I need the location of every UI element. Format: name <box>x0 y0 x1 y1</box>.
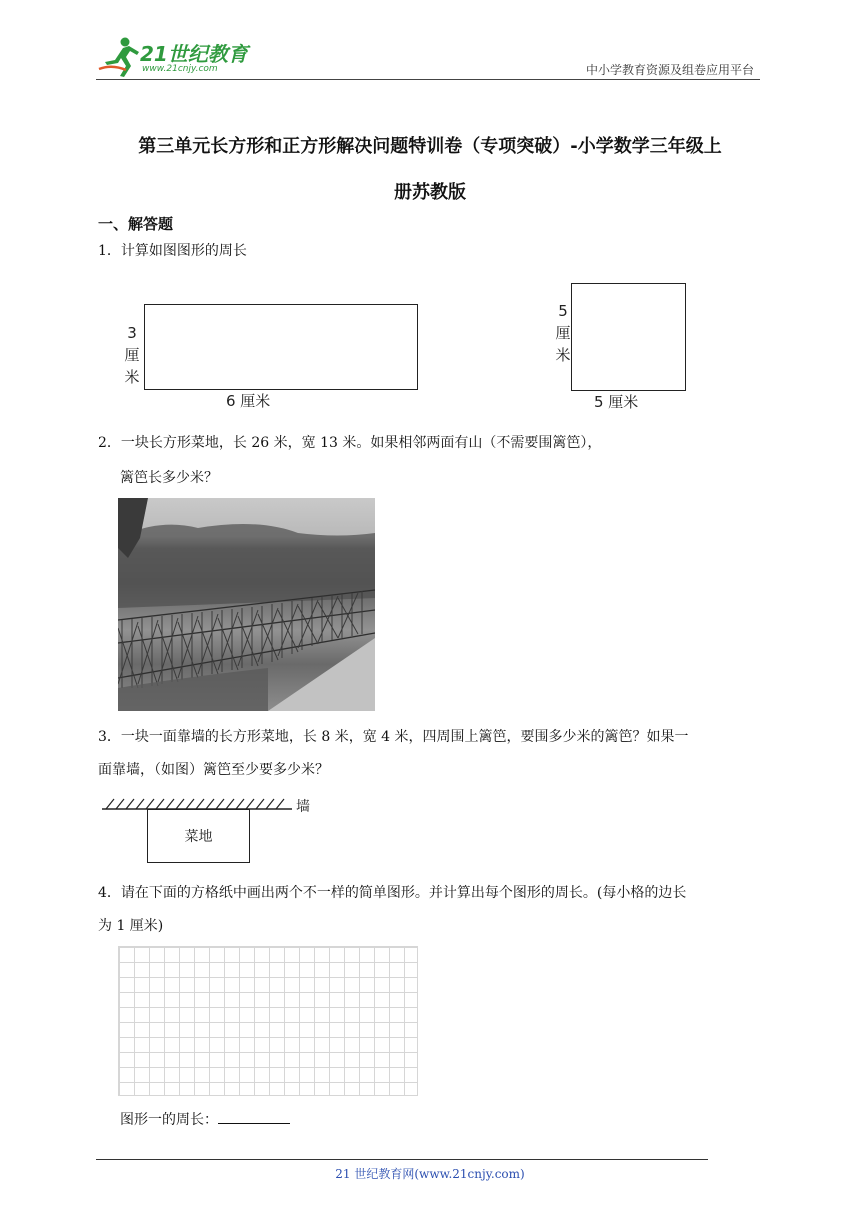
section-heading: 一、解答题 <box>98 215 174 233</box>
header-divider <box>96 79 760 80</box>
running-man-icon <box>96 36 140 78</box>
site-logo <box>96 36 266 80</box>
question-4-line2: 为 1 厘米) <box>98 918 164 934</box>
grid-paper[interactable] <box>118 946 418 1096</box>
square-side-label: 5 厘 米 <box>555 302 571 364</box>
question-3-line2: 面靠墙，（如图）篱笆至少要多少米？ <box>98 762 329 778</box>
footer-divider <box>96 1159 708 1160</box>
rectangle-figure <box>144 304 418 390</box>
shape-one-perimeter-label: 图形一的周长： <box>120 1112 218 1128</box>
footer-text: 21 世纪教育网(www.21cnjy.com) <box>335 1167 525 1181</box>
platform-name: 中小学教育资源及组卷应用平台 <box>585 63 754 77</box>
logo-brand-text: 21世纪教育 <box>140 42 248 66</box>
question-2-line1: 2．一块长方形菜地，长 26 米，宽 13 米。如果相邻两面有山（不需要围篱笆）， <box>98 435 602 451</box>
question-3-line1: 3．一块一面靠墙的长方形菜地，长 8 米，宽 4 米，四周围上篱笆，要围多少米的篱笆？如果一 <box>98 729 689 745</box>
answer-blank[interactable] <box>218 1109 290 1124</box>
square-bottom-label: 5 厘米 <box>594 393 639 411</box>
doc-title-line2: 册苏教版 <box>394 182 466 203</box>
rectangle-width-label: 3 厘 米 <box>124 324 140 386</box>
shape-one-perimeter <box>120 1109 290 1130</box>
wall-label: 墙 <box>296 799 310 815</box>
question-4-line1: 4．请在下面的方格纸中画出两个不一样的简单图形。并计算出每个图形的周长。(每小格的边长 <box>98 885 687 901</box>
fence-photo <box>118 498 375 711</box>
doc-title-line1: 第三单元长方形和正方形解决问题特训卷（专项突破）-小学数学三年级上 <box>138 136 722 157</box>
question-2-line2: 篱笆长多少米？ <box>120 470 218 486</box>
field-label: 菜地 <box>184 829 213 845</box>
vegetable-field-figure <box>147 809 250 863</box>
logo-url-text: www.21cnjy.com <box>142 64 218 74</box>
question-1-text: 1．计算如图图形的周长 <box>98 243 247 259</box>
rectangle-length-label: 6 厘米 <box>226 392 271 410</box>
square-figure <box>571 283 686 391</box>
